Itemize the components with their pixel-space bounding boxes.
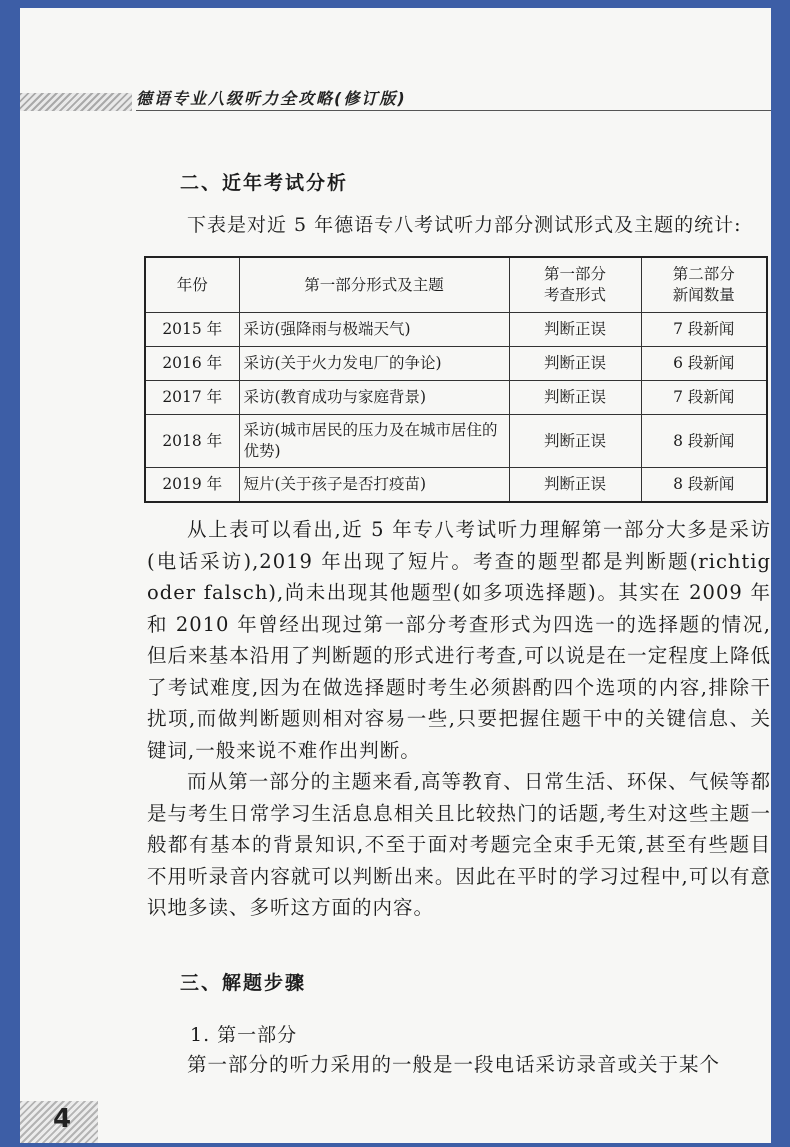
section-heading-steps: 三、解题步骤 — [180, 972, 307, 994]
header-rule — [136, 110, 771, 111]
paragraph-table-analysis: 从上表可以看出,近 5 年专八考试听力理解第一部分大多是采访(电话采访),2019 年出现了短片。考查的题型都是判断题(richtig oder falsch),尚未出现其他题型(如多项选择题)。其实在 2009 年和 2010 年曾经出现过第一部分考查形式为四选一的选择题的情况,但后来基本沿用了判断题的形式进行考查,可以说是在一定程度上降低了考试难度,因为在做选择题时考生必须斟酌四个选项的内容,排除干扰项,而做判断题则相对容易一些,只要把握住题干中的关键信息、关键词,一般来说不难作出判断。 — [147, 518, 771, 762]
col-header-part1-format-text: 第一部分考查形式 — [544, 265, 607, 304]
subsection-heading-part1: 1. 第一部分 — [190, 1024, 298, 1046]
cell-year: 2019 年 — [145, 468, 239, 503]
paragraph-part1-intro: 第一部分的听力采用的一般是一段电话采访录音或关于某个 — [187, 1053, 721, 1076]
cell-topic: 采访(强降雨与极端天气) — [239, 313, 509, 347]
cell-topic: 短片(关于孩子是否打疫苗) — [239, 468, 509, 503]
col-header-part1-format — [509, 257, 641, 313]
header-hatch-decoration — [20, 93, 132, 111]
cell-news-count: 7 段新闻 — [641, 313, 767, 347]
table-row — [145, 381, 767, 415]
table-row — [145, 313, 767, 347]
table-row — [145, 415, 767, 468]
cell-topic: 采访(城市居民的压力及在城市居住的优势) — [239, 415, 509, 468]
cell-news-count: 6 段新闻 — [641, 347, 767, 381]
cell-format: 判断正误 — [509, 313, 641, 347]
table-header-row — [145, 257, 767, 313]
col-header-part2-count — [641, 257, 767, 313]
cell-format: 判断正误 — [509, 415, 641, 468]
paragraph-topic-analysis: 而从第一部分的主题来看,高等教育、日常生活、环保、气候等都是与考生日常学习生活息息相关且比较热门的话题,考生对这些主题一般都有基本的背景知识,不至于面对考题完全束手无策,甚至有些题目不用听录音内容就可以判断出来。因此在平时的学习过程中,可以有意识地多读、多听这方面的内容。 — [147, 770, 771, 919]
running-header-title: 德语专业八级听力全攻略(修订版) — [136, 89, 407, 108]
col-header-year: 年份 — [145, 257, 239, 313]
cell-news-count: 7 段新闻 — [641, 381, 767, 415]
table-row — [145, 468, 767, 503]
table-row — [145, 347, 767, 381]
cell-year: 2015 年 — [145, 313, 239, 347]
cell-year: 2018 年 — [145, 415, 239, 468]
cell-topic: 采访(教育成功与家庭背景) — [239, 381, 509, 415]
cell-format: 判断正误 — [509, 381, 641, 415]
cell-format: 判断正误 — [509, 468, 641, 503]
cell-year: 2017 年 — [145, 381, 239, 415]
cell-news-count: 8 段新闻 — [641, 468, 767, 503]
page-number: 4 — [53, 1104, 72, 1134]
cell-news-count: 8 段新闻 — [641, 415, 767, 468]
col-header-part1-topic: 第一部分形式及主题 — [239, 257, 509, 313]
cell-year: 2016 年 — [145, 347, 239, 381]
table-intro: 下表是对近 5 年德语专八考试听力部分测试形式及主题的统计: — [187, 214, 742, 236]
cell-topic: 采访(关于火力发电厂的争论) — [239, 347, 509, 381]
col-header-part2-count-text: 第二部分新闻数量 — [672, 265, 735, 304]
book-page — [20, 8, 771, 1143]
exam-stats-table — [144, 256, 768, 503]
cell-format: 判断正误 — [509, 347, 641, 381]
section-heading-analysis: 二、近年考试分析 — [180, 172, 349, 194]
